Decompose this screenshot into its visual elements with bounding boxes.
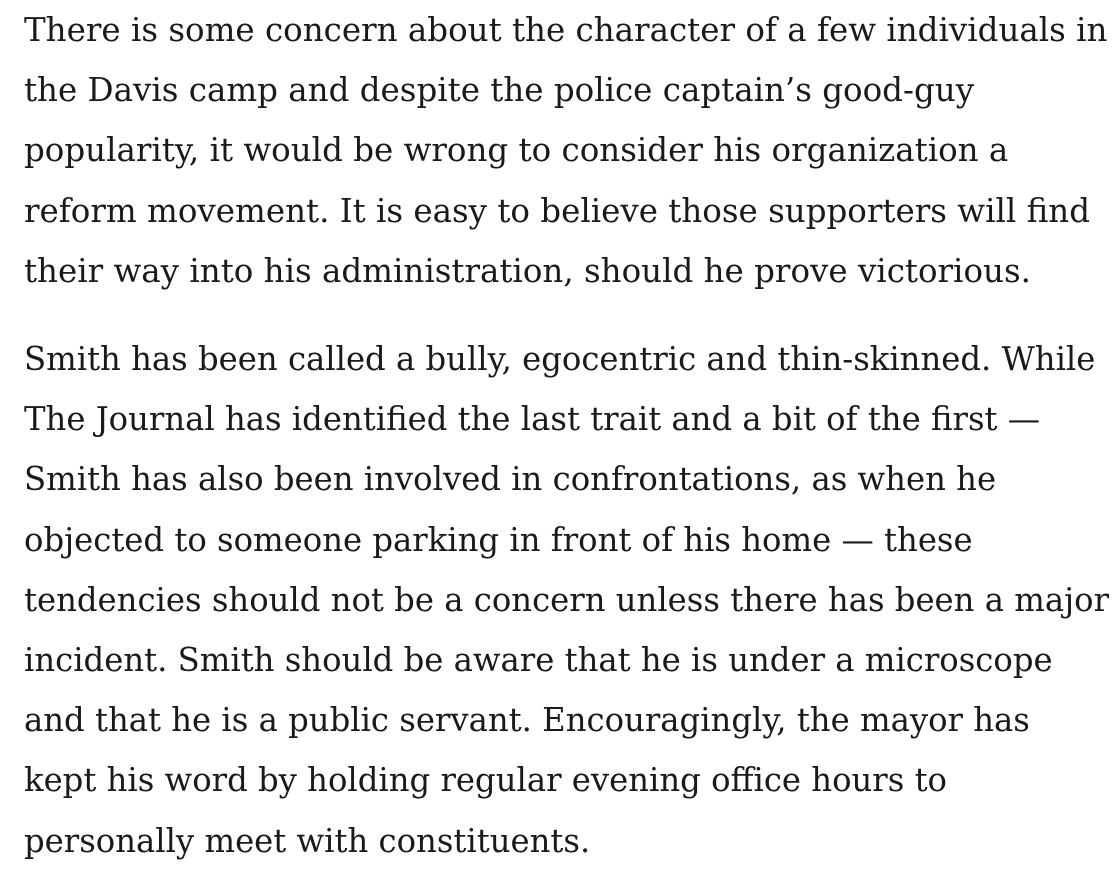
paragraph-line: Smith has also been involved in confrontations, as when he xyxy=(24,460,997,499)
paragraph-line: reform movement. It is easy to believe those supporters will find xyxy=(24,191,1090,230)
paragraph-line: Smith has been called a bully, egocentric and thin-skinned. While xyxy=(24,340,1096,378)
paragraph-line: their way into his administration, should he prove victorious. xyxy=(24,251,1031,290)
paragraph-line: objected to someone parking in front of his home — these xyxy=(24,520,973,559)
paragraph-smith-traits xyxy=(24,329,1112,871)
paragraph-line: The Journal has identified the last trait and a bit of the first — xyxy=(24,400,1041,439)
paragraph-line: and that he is a public servant. Encouragingly, the mayor has xyxy=(24,701,1030,740)
paragraph-line: tendencies should not be a concern unless there has been a major xyxy=(24,580,1110,619)
paragraph-line: incident. Smith should be aware that he is under a microscope xyxy=(24,641,1053,680)
article-body xyxy=(24,0,1110,860)
paragraph-line: popularity, it would be wrong to consider his organization a xyxy=(24,131,1009,170)
paragraph-line: kept his word by holding regular evening office hours to xyxy=(24,761,948,800)
paragraph-davis-camp xyxy=(24,0,1109,301)
paragraph-line: the Davis camp and despite the police captain’s good-guy xyxy=(24,71,975,110)
paragraph-line: personally meet with constituents. xyxy=(24,821,591,860)
paragraph-line: There is some concern about the character of a few individuals in xyxy=(24,11,1108,49)
